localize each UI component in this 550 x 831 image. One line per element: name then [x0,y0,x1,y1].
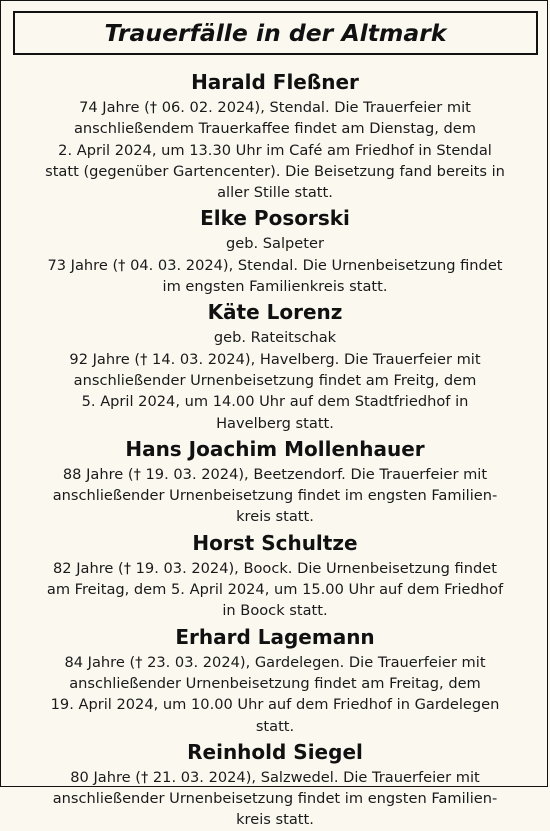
obituary-text-line: 5. April 2024, um 14.00 Uhr auf dem Stadtfriedhof in [81,393,469,411]
obituary-text-line: kreis statt. [236,508,314,526]
obituary-entry [1,528,549,622]
title-box [13,11,538,55]
obituary-text-line: 80 Jahre († 21. 03. 2024), Salzwedel. Die Trauerfeier mit [70,768,480,786]
obituary-entry [1,203,549,297]
obituary-text-line: in Boock statt. [222,602,328,620]
obituary-text-line: Havelberg statt. [216,414,334,432]
obituary-text-line: im engsten Familienkreis statt. [162,278,388,296]
deceased-name: Erhard Lagemann [175,624,375,649]
obituary-entry [1,622,549,737]
obituary-text-line: 84 Jahre († 23. 03. 2024), Gardelegen. Die Trauerfeier mit [64,653,486,671]
deceased-name: Elke Posorski [200,206,350,231]
obituary-text-line: aller Stille statt. [217,184,333,202]
deceased-name: Käte Lorenz [207,300,343,325]
deceased-name: Harald Fleßner [191,70,359,94]
obituary-text-line: 88 Jahre († 19. 03. 2024), Beetzendorf. Die Trauerfeier mit [62,465,488,483]
obituary-text-line: statt. [255,717,295,735]
obituary-text-line: anschließender Urnenbeisetzung findet im engsten Familien- [52,487,498,505]
page-title: Trauerfälle in der Altmark [104,19,447,47]
obituary-text-line: am Freitag, dem 5. April 2024, um 15.00 Uhr auf dem Friedhof [46,581,504,599]
obituary-text-line: 92 Jahre († 14. 03. 2024), Havelberg. Die Trauerfeier mit [69,350,481,368]
obituary-text-line: kreis statt. [236,811,314,829]
obituary-text-line: anschließender Urnenbeisetzung findet am Freitag, dem [69,674,481,692]
obituary-text-line: anschließender Urnenbeisetzung findet im engsten Familien- [52,790,498,808]
deceased-name: Horst Schultze [192,530,358,555]
obituary-entry [1,737,549,831]
obituary-text-line: geb. Rateitschak [213,329,337,347]
obituary-text-line: geb. Salpeter [226,235,324,253]
obituary-entry [1,434,549,528]
obituary-text-line: 2. April 2024, um 13.30 Uhr im Café am Friedhof in Stendal [58,141,492,159]
obituary-text-line: 73 Jahre († 04. 03. 2024), Stendal. Die Urnenbeisetzung findet [47,256,503,274]
obituary-text-line: 19. April 2024, um 10.00 Uhr auf dem Friedhof in Gardelegen [50,696,500,714]
obituary-entry [1,297,549,433]
obituary-text-line: statt (gegenüber Gartencenter). Die Beisetzung fand bereits in [45,162,505,180]
obituary-entry [1,67,549,203]
obituary-text-line: anschließendem Trauerkaffee findet am Dienstag, dem [73,120,477,138]
obituary-text-line: anschließender Urnenbeisetzung findet am Freitg, dem [73,371,477,389]
deceased-name: Hans Joachim Mollenhauer [125,436,425,461]
obituary-text-line: 82 Jahre († 19. 03. 2024), Boock. Die Urnenbeisetzung findet [53,559,497,577]
deceased-name: Reinhold Siegel [187,739,363,764]
obituary-list [1,67,549,831]
obituary-text-line: 74 Jahre († 06. 02. 2024), Stendal. Die Trauerfeier mit [79,99,471,116]
